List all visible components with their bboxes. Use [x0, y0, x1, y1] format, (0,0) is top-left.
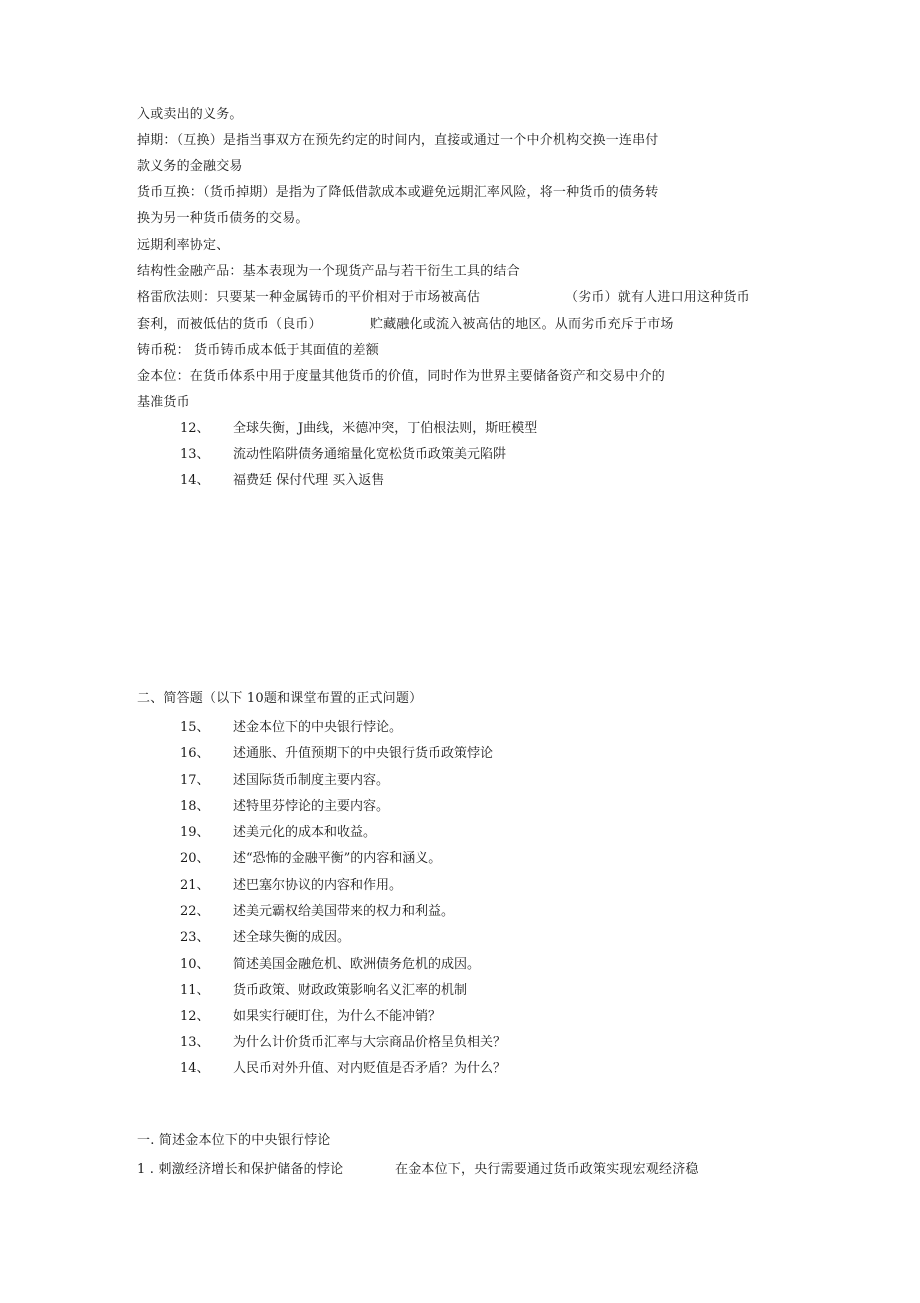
item-text: 为什么计价货币汇率与大宗商品价格呈负相关？ [233, 1035, 507, 1050]
item-number: 12、 [180, 1009, 210, 1024]
definition-greshams-law [137, 290, 767, 306]
definition-swap: 掉期：（互换）是指当事双方在预先约定的时间内，直接或通过一个中介机构交换一连串付 [137, 133, 659, 148]
answer-point-text: 在金本位下，央行需要通过货币政策实现宏观经济稳 [395, 1162, 699, 1177]
definition-gold-standard: 金本位：在货币体系中用于度量其他货币的价值，同时作为世界主要储备资产和交易中介的 [137, 369, 666, 384]
section-heading: 二、简答题（以下 10题和课堂布置的正式问题） [137, 691, 423, 706]
item-number: 14、 [180, 473, 210, 488]
item-number: 23、 [180, 930, 210, 945]
item-text: 简述美国金融危机、欧洲债务危机的成因。 [233, 957, 481, 972]
item-text: 述美元化的成本和收益。 [233, 825, 377, 840]
definition-line: 款义务的金融交易 [137, 159, 243, 174]
item-text: 述国际货币制度主要内容。 [233, 773, 390, 788]
item-number: 12、 [180, 421, 210, 436]
answer-point-title: 1 . 刺激经济增长和保护储备的悖论 [137, 1162, 344, 1177]
item-text: 如果实行硬盯住，为什么不能冲销？ [233, 1009, 442, 1024]
item-text: 述“恐怖的金融平衡”的内容和涵义。 [233, 851, 442, 866]
item-number: 14、 [180, 1061, 210, 1076]
item-text: 述金本位下的中央银行悖论。 [233, 720, 403, 735]
item-number: 13、 [180, 447, 210, 462]
definition-line: 基准货币 [137, 395, 190, 410]
definition-seigniorage: 铸币税： 货币铸币成本低于其面值的差额 [137, 343, 379, 358]
definition-fra: 远期利率协定、 [137, 238, 230, 253]
definition-currency-swap: 货币互换：（货币掉期）是指为了降低借款成本或避免远期汇率风险，将一种货币的债务转 [137, 185, 659, 200]
item-text: 流动性陷阱债务通缩量化宽松货币政策美元陷阱 [233, 447, 507, 462]
item-number: 15、 [180, 720, 210, 735]
item-text: 货币政策、财政政策影响名义汇率的机制 [233, 983, 468, 998]
definition-line: 换为另一种货币债务的交易。 [137, 211, 309, 226]
item-text: 福费廷 保付代理 买入返售 [233, 473, 385, 488]
item-number: 16、 [180, 746, 210, 761]
item-number: 10、 [180, 957, 210, 972]
item-text: 人民币对外升值、对内贬值是否矛盾？为什么？ [233, 1061, 507, 1076]
item-text: 述全球失衡的成因。 [233, 930, 351, 945]
answer-paragraph [137, 1162, 717, 1178]
greshams-law-part3: 套利，而被低估的货币（良币） [137, 317, 322, 332]
definition-structured-products: 结构性金融产品：基本表现为一个现货产品与若干衍生工具的结合 [137, 264, 520, 279]
definition-greshams-law-cont [137, 317, 737, 333]
greshams-law-part1: 格雷欣法则：只要某一种金属铸币的平价相对于市场被高估 [137, 290, 481, 305]
greshams-law-part4: 贮藏融化或流入被高估的地区。从而劣币充斥于市场 [370, 317, 674, 332]
item-number: 17、 [180, 773, 210, 788]
definition-line: 入或卖出的义务。 [137, 107, 243, 122]
item-number: 22、 [180, 904, 210, 919]
item-text: 述巴塞尔协议的内容和作用。 [233, 878, 403, 893]
item-number: 19、 [180, 825, 210, 840]
answer-heading: 一. 简述金本位下的中央银行悖论 [137, 1133, 331, 1148]
item-number: 21、 [180, 878, 210, 893]
item-text: 述美元霸权给美国带来的权力和利益。 [233, 904, 455, 919]
item-text: 全球失衡，J曲线，米德冲突，丁伯根法则，斯旺模型 [233, 421, 538, 436]
item-text: 述特里芬悖论的主要内容。 [233, 799, 390, 814]
item-text: 述通胀、升值预期下的中央银行货币政策悖论 [233, 746, 494, 761]
item-number: 13、 [180, 1035, 210, 1050]
item-number: 11、 [180, 983, 210, 998]
greshams-law-part2: （劣币）就有人进口用这种货币 [565, 290, 750, 305]
item-number: 20、 [180, 851, 210, 866]
item-number: 18、 [180, 799, 210, 814]
